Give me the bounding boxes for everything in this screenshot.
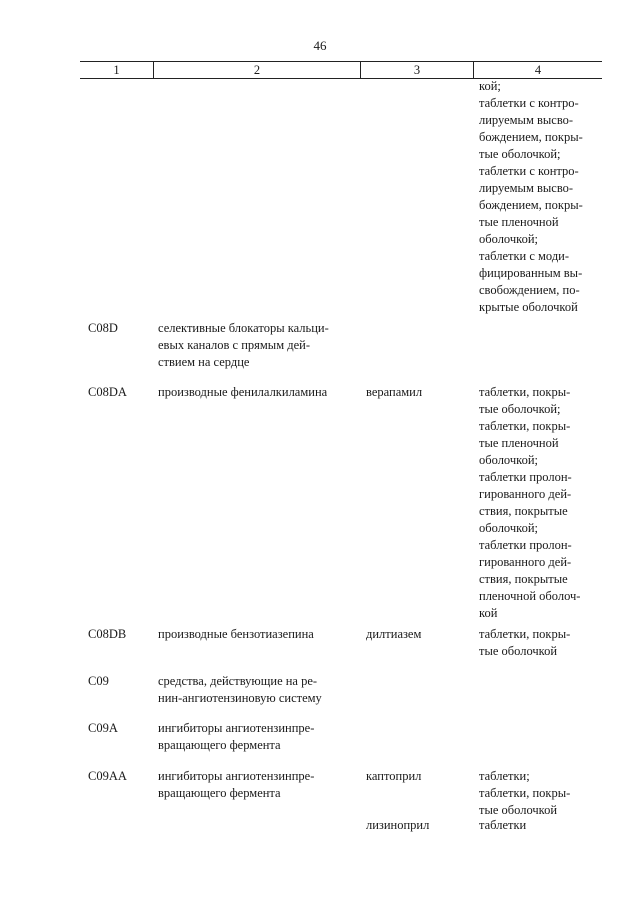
atc-code: C08DA [88,385,127,399]
drug-name: дилтиазем [366,627,422,641]
table-header [80,61,602,79]
atc-code: C09A [88,721,118,735]
drug-name: верапамил [366,385,423,399]
dosage-forms: таблетки, покры- тые оболочкой [479,627,571,658]
header-col-2: 2 [153,62,360,78]
atc-code: C08DB [88,627,127,641]
atc-code: C08D [88,321,118,335]
pharmacological-group: производные фенилалкиламина [158,385,328,399]
header-col-1: 1 [113,63,120,77]
header-col-4: 4 [473,62,602,78]
drug-name: лизиноприл [366,818,430,832]
dosage-forms: таблетки; таблетки, покры- тые оболочкой [479,769,571,817]
page-number: 46 [313,38,327,53]
drug-name: каптоприл [366,769,422,783]
dosage-forms: таблетки, покры- тые оболочкой; таблетки, покры- тые пленочной оболочкой; таблетки пролон- гированного дей- ствия, покрытые оболочкой; таблетки пролон- гированного дей- ствия, покрытые пленочной оболоч- кой [479,385,581,620]
atc-code: C09 [88,674,109,688]
pharmacological-group: селективные блокаторы кальци- евых каналов с прямым дей- ствием на сердце [158,321,329,369]
continued-dosage-forms: кой; таблетки с контро- лируемым высво- бождением, покры- тые оболочкой; таблетки с контро- лируемым высво- бождением, покры- тые пленочной оболочкой; таблетки с моди- фицированным вы- свобождением, по- крытые оболочкой [479,79,583,314]
pharmacological-group: ингибиторы ангиотензинпре- вращающего фермента [158,769,315,800]
dosage-forms: таблетки [479,818,527,832]
header-col-3: 3 [360,62,473,78]
pharmacological-group: ингибиторы ангиотензинпре- вращающего фермента [158,721,315,752]
pharmacological-group: производные бензотиазепина [158,627,314,641]
atc-code: C09AA [88,769,127,783]
pharmacological-group: средства, действующие на ре- нин-ангиотензиновую систему [158,674,322,705]
